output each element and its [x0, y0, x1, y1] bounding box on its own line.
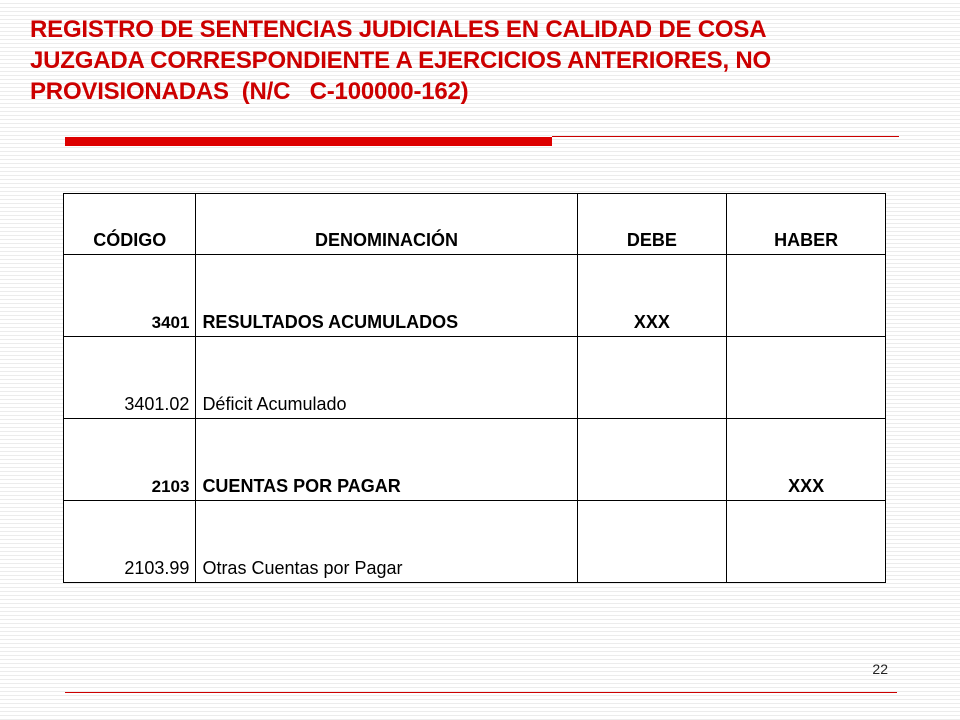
table-header-row: [64, 194, 886, 255]
journal-entry-table: [63, 193, 886, 583]
cell-code: 3401: [64, 255, 196, 337]
cell-code: 3401.02: [64, 337, 196, 419]
title-line-3: PROVISIONADAS (N/C C-100000-162): [30, 78, 469, 105]
header-codigo: CÓDIGO: [64, 194, 196, 255]
cell-name: Déficit Acumulado: [196, 337, 577, 419]
slide-title: [30, 14, 910, 107]
page-number: 22: [872, 661, 888, 677]
table-row: [64, 255, 886, 337]
cell-code: 2103.99: [64, 501, 196, 583]
footer-rule: [65, 692, 897, 693]
cell-name: CUENTAS POR PAGAR: [196, 419, 577, 501]
table-row: [64, 337, 886, 419]
title-line-1: REGISTRO DE SENTENCIAS JUDICIALES EN CALIDAD DE COSA: [30, 16, 767, 43]
title-line-2: JUZGADA CORRESPONDIENTE A EJERCICIOS ANTERIORES, NO: [30, 47, 771, 74]
header-debe: DEBE: [577, 194, 727, 255]
cell-name: RESULTADOS ACUMULADOS: [196, 255, 577, 337]
cell-haber: [727, 255, 886, 337]
table-row: [64, 501, 886, 583]
cell-code: 2103: [64, 419, 196, 501]
table-row: [64, 419, 886, 501]
cell-haber: XXX: [727, 419, 886, 501]
cell-debe: [577, 337, 727, 419]
title-accent-bar: [65, 137, 552, 146]
header-denominacion: DENOMINACIÓN: [196, 194, 577, 255]
cell-haber: [727, 501, 886, 583]
cell-debe: [577, 419, 727, 501]
cell-debe: XXX: [577, 255, 727, 337]
header-haber: HABER: [727, 194, 886, 255]
cell-name: Otras Cuentas por Pagar: [196, 501, 577, 583]
cell-haber: [727, 337, 886, 419]
title-accent-rule: [552, 136, 899, 137]
cell-debe: [577, 501, 727, 583]
